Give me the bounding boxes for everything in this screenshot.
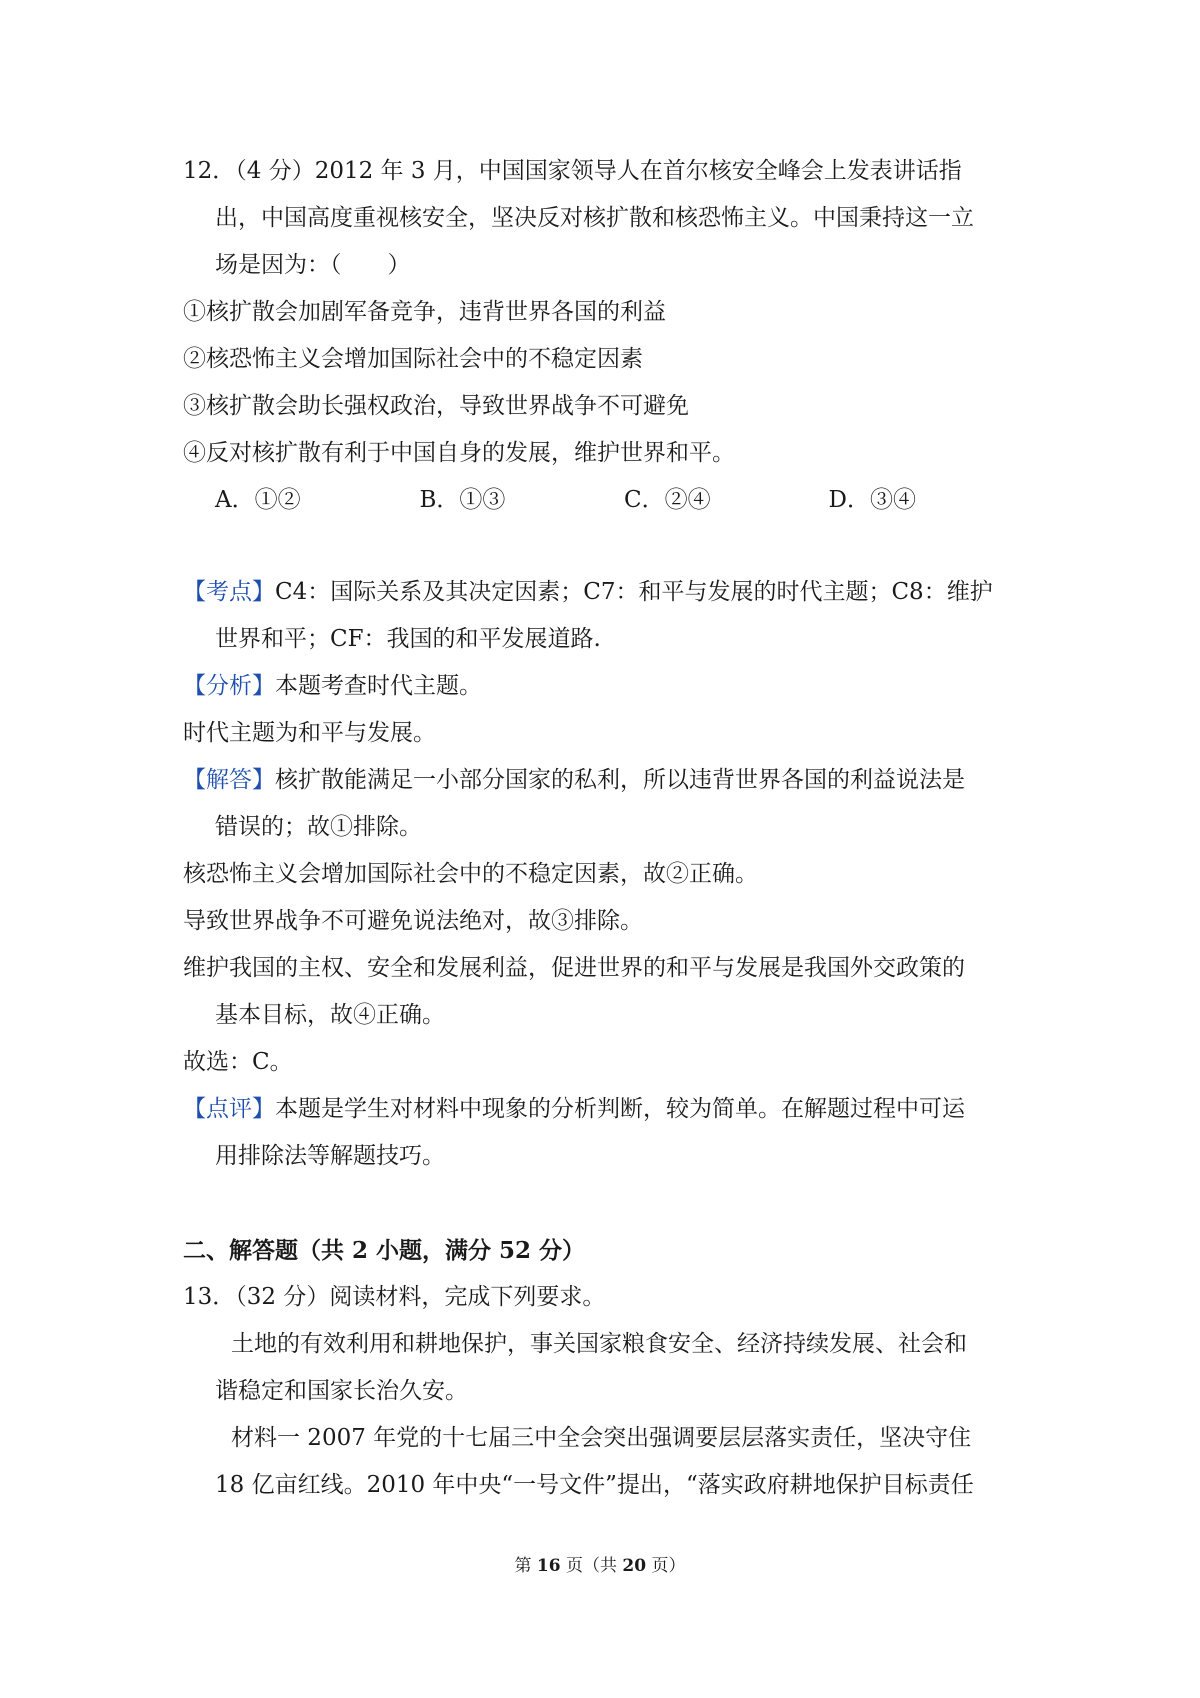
fenxi-text: 本题考查时代主题。: [275, 673, 482, 699]
answer-line: 故选：C。: [183, 1049, 293, 1075]
kaodian-line-2: 世界和平；CF：我国的和平发展道路.: [215, 626, 601, 652]
q13-line-4: 材料一 2007 年党的十七届三中全会突出强调要层层落实责任，坚决守住: [231, 1425, 972, 1451]
kaodian-text-1: C4：国际关系及其决定因素；C7：和平与发展的时代主题；C8：维护: [275, 579, 993, 605]
jieda-line-4: 导致世界战争不可避免说法绝对，故③排除。: [183, 908, 643, 934]
footer-suffix: 页）: [651, 1556, 686, 1576]
fenxi-line-2: 时代主题为和平与发展。: [183, 720, 436, 746]
q13-line-2: 土地的有效利用和耕地保护，事关国家粮食安全、经济持续发展、社会和: [231, 1331, 967, 1357]
spacer: [183, 524, 1033, 569]
jieda-line-6: 基本目标，故④正确。: [215, 1002, 445, 1028]
q12-statement-1: ①核扩散会加剧军备竞争，违背世界各国的利益: [183, 299, 666, 325]
fenxi-line-1: [183, 663, 1033, 710]
q12-options: [183, 477, 1033, 524]
q12-stem-line-1: 12．（4 分）2012 年 3 月，中国国家领导人在首尔核安全峰会上发表讲话指: [183, 158, 962, 184]
option-d: D．③④: [828, 487, 916, 513]
q12-stem-line-3: 场是因为：（ ）: [215, 252, 411, 278]
page-footer: [0, 1554, 1200, 1578]
jieda-text-1: 核扩散能满足一小部分国家的私利，所以违背世界各国的利益说法是: [275, 767, 965, 793]
spacer: [183, 1180, 1033, 1227]
q12-statement-4: ④反对核扩散有利于中国自身的发展，维护世界和平。: [183, 440, 735, 466]
jieda-line-2: 错误的；故①排除。: [215, 814, 422, 840]
footer-total-pages: 20: [622, 1556, 647, 1576]
dianping-line-1: [183, 1086, 1033, 1133]
jieda-line-3: 核恐怖主义会增加国际社会中的不稳定因素，故②正确。: [183, 861, 758, 887]
fenxi-tag: 【分析】: [183, 673, 275, 699]
q13-line-5: 18 亿亩红线。2010 年中央“一号文件”提出，“落实政府耕地保护目标责任: [215, 1472, 974, 1498]
footer-page-number: 16: [536, 1556, 561, 1576]
option-b: B．①③: [419, 487, 506, 513]
dianping-text-1: 本题是学生对材料中现象的分析判断，较为简单。在解题过程中可运: [275, 1096, 965, 1122]
dianping-tag: 【点评】: [183, 1096, 275, 1122]
jieda-tag: 【解答】: [183, 767, 275, 793]
footer-prefix: 第: [514, 1556, 532, 1576]
jieda-line-5: 维护我国的主权、安全和发展利益，促进世界的和平与发展是我国外交政策的: [183, 955, 965, 981]
kaodian-tag: 【考点】: [183, 579, 275, 605]
footer-middle: 页（共: [566, 1556, 617, 1576]
q12-statement-2: ②核恐怖主义会增加国际社会中的不稳定因素: [183, 346, 643, 372]
page-content: [183, 148, 1033, 1509]
section-heading: 二、解答题（共 2 小题，满分 52 分）: [183, 1237, 586, 1264]
jieda-line-1: [183, 757, 1033, 804]
q13-line-1: 13．（32 分）阅读材料，完成下列要求。: [183, 1284, 606, 1310]
kaodian-line-1: [183, 569, 1033, 616]
q12-stem-line-2: 出，中国高度重视核安全，坚决反对核扩散和核恐怖主义。中国秉持这一立: [215, 205, 974, 231]
option-a: A．①②: [215, 487, 301, 513]
q13-line-3: 谐稳定和国家长治久安。: [215, 1378, 468, 1404]
option-c: C．②④: [624, 487, 711, 513]
q12-statement-3: ③核扩散会助长强权政治，导致世界战争不可避免: [183, 393, 689, 419]
dianping-line-2: 用排除法等解题技巧。: [215, 1143, 445, 1169]
